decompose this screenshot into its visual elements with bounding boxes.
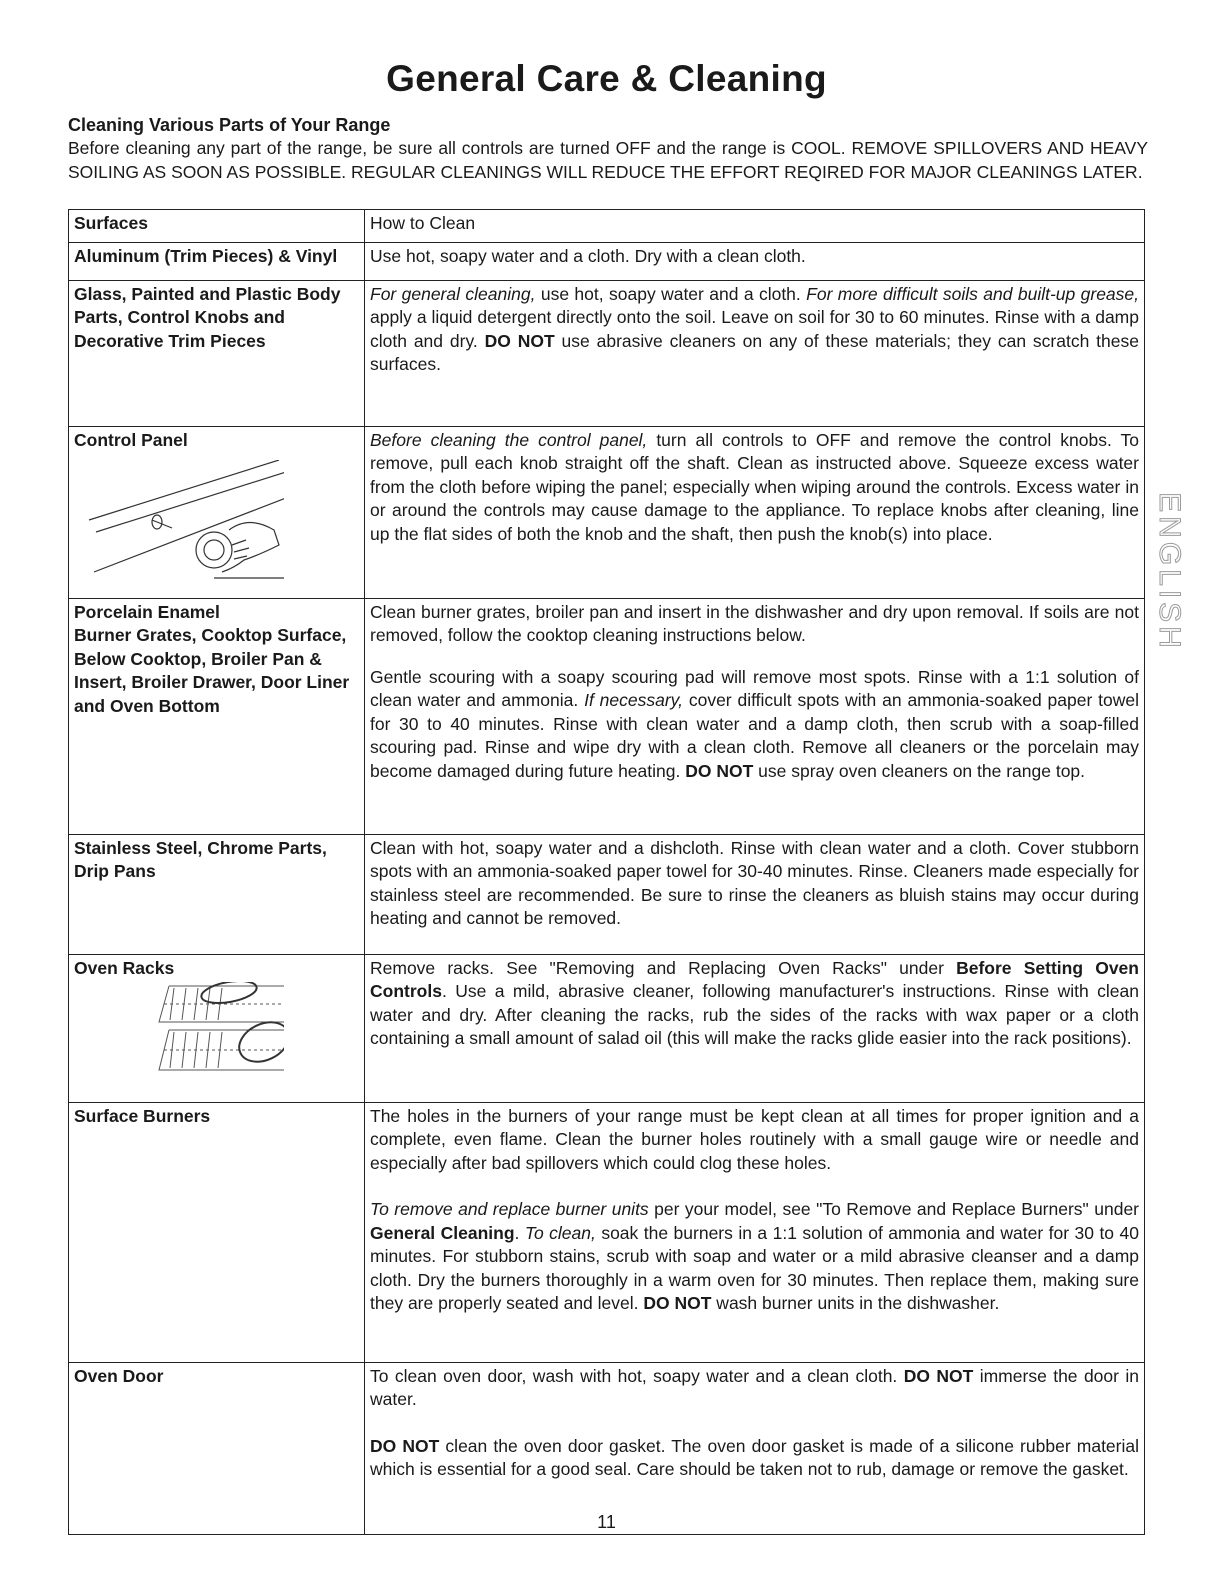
surface-name: Aluminum (Trim Pieces) & Vinyl <box>69 242 365 280</box>
surface-name: Porcelain Enamel <box>74 601 220 622</box>
instruction-text <box>370 1435 1139 1482</box>
instruction-text: Clean burner grates, broiler pan and insert in the dishwasher and dry upon removal. If soils are not removed, follow the cooktop cleaning instructions below. <box>370 601 1139 645</box>
cleaning-instructions <box>365 834 1145 954</box>
warning-text: DO NOT <box>370 1435 440 1456</box>
how-to-clean-header: How to Clean <box>365 210 1145 243</box>
text-run: use spray oven cleaners on the range top. <box>753 760 1086 781</box>
text-run: apply a liquid detergent directly onto the soil. Leave on soil for 30 to 60 minutes. Rinse with a damp cloth and dry. <box>370 307 1139 351</box>
surface-name: Surface Burners <box>69 1102 365 1362</box>
surface-parts: Burner Grates, Cooktop Surface, Below Cooktop, Broiler Pan & Insert, Broiler Drawer, Door Liner and Oven Bottom <box>74 625 350 716</box>
surface-name: Control Panel <box>74 429 188 450</box>
cleaning-instructions <box>365 280 1145 426</box>
instruction-text: The holes in the burners of your range must be kept clean at all times for proper ignition and a complete, even flame. Clean the burner holes routinely with a small gauge wire or needle and especially after bad spillovers which could clog these holes. <box>370 1105 1139 1173</box>
cleaning-instructions <box>365 1362 1145 1534</box>
text-run: Remove racks. See "Removing and Replacing Oven Racks" under <box>370 957 957 978</box>
section-heading: Cleaning Various Parts of Your Range <box>68 115 391 135</box>
table-row-surface-burners <box>69 1102 1145 1362</box>
emphasis-text: Before cleaning the control panel, <box>370 429 648 450</box>
instruction-text: Clean with hot, soapy water and a dishcloth. Rinse with clean water and a cloth. Cover stubborn spots with an ammonia-soaked paper towel for 30-40 minutes. Rinse. Cleaners made especially for stainless steel are recommended. Be sure to rinse the cleaners as bluish stains may occur during heating and cannot be removed. <box>370 837 1139 928</box>
warning-text: DO NOT <box>685 760 754 781</box>
text-run: . <box>514 1222 525 1243</box>
emphasis-text: To clean, <box>524 1222 596 1243</box>
instruction-text <box>370 666 1139 784</box>
surface-name: Stainless Steel, Chrome Parts, Drip Pans <box>69 834 365 954</box>
section-reference: Before Setting Oven Controls <box>370 957 1139 1001</box>
cleaning-instructions <box>365 954 1145 1102</box>
care-table <box>68 209 1145 1535</box>
warning-text: DO NOT <box>484 330 555 351</box>
instruction-text <box>370 1365 1139 1412</box>
surfaces-header: Surfaces <box>69 210 365 243</box>
surface-cell <box>69 598 365 834</box>
emphasis-text: For general cleaning, <box>370 283 536 304</box>
control-knob-illustration <box>74 460 359 592</box>
table-header-row <box>69 210 1145 243</box>
text-run: use hot, soapy water and a cloth. <box>535 283 807 304</box>
cleaning-instructions <box>365 426 1145 598</box>
text-run: cover difficult spots with an ammonia-soaked paper towel for 30 to 40 minutes. Rinse with clean water and a damp cloth, then scrub with a soap-filled scouring pad. Rinse and wipe dry with a clean cloth. Remove all cleaners or the porcelain may become damaged during future heating. <box>370 690 1139 781</box>
section-reference: General Cleaning <box>370 1222 515 1243</box>
table-row-control-panel <box>69 426 1145 598</box>
surface-name: Glass, Painted and Plastic Body Parts, Control Knobs and Decorative Trim Pieces <box>69 280 365 426</box>
instruction-text <box>370 429 1139 547</box>
text-run: To clean oven door, wash with hot, soapy water and a clean cloth. <box>370 1365 904 1386</box>
text-run: . Use a mild, abrasive cleaner, following manufacturer's instructions. Rinse with clean water and dry. After cleaning the racks, rub the sides of the racks with wax paper or a cloth containing a small amount of salad oil (this will make the racks glide easier into the rack positions). <box>370 981 1139 1048</box>
text-run: soak the burners in a 1:1 solution of ammonia and water for 30 to 40 minutes. For stubborn stains, scrub with soap and water or a mild abrasive cleanser and a damp cloth. Dry the burners thoroughly in a warm oven for 30 minutes. Then replace them, making sure they are properly seated and level. <box>370 1222 1139 1313</box>
emphasis-text: To remove and replace burner units <box>370 1199 649 1219</box>
page-number: 11 <box>597 1512 616 1532</box>
instruction-text <box>370 283 1139 377</box>
table-row-aluminum <box>69 242 1145 280</box>
table-row-oven-door <box>69 1362 1145 1534</box>
cleaning-instructions <box>365 242 1145 280</box>
text-run: clean the oven door gasket. The oven door gasket is made of a silicone rubber material which is essential for a good seal. Care should be taken not to rub, damage or remove the gasket. <box>370 1435 1139 1479</box>
text-run: turn all controls to OFF and remove the control knobs. To remove, pull each knob straight off the shaft. Clean as instructed above. Squeeze excess water from the cloth before wiping the panel; especially when wiping around the controls. Excess water in or around the controls may cause damage to the appliance. To replace knobs after cleaning, line up the flat sides of both the knob and the shaft, then push the knob(s) into place. <box>370 429 1140 544</box>
table-row-glass <box>69 280 1145 426</box>
text-run: Gentle scouring with a soapy scouring pad will remove most spots. Rinse with a 1:1 solution of clean water and ammonia. <box>370 666 1139 710</box>
surface-cell <box>69 426 365 598</box>
surface-name: Oven Door <box>69 1362 365 1534</box>
text-run: per your model, see "To Remove and Replace Burners" under <box>648 1199 1139 1219</box>
page-title: General Care & Cleaning <box>386 58 827 99</box>
oven-rack-cleaning-illustration <box>74 982 284 1082</box>
intro-paragraph: Before cleaning any part of the range, be sure all controls are turned OFF and the range is COOL. REMOVE SPILLOVERS AND HEAVY SOILING AS SOON AS POSSIBLE. REGULAR CLEANINGS WILL REDUCE THE EFFORT REQIRED FOR MAJOR CLEANINGS LATER. <box>68 138 1148 182</box>
surface-cell <box>69 954 365 1102</box>
language-side-tab <box>1149 492 1189 652</box>
text-run: use abrasive cleaners on any of these materials; they can scratch these surfaces. <box>370 330 1139 374</box>
text-run: wash burner units in the dishwasher. <box>711 1293 1000 1313</box>
warning-text: DO NOT <box>643 1293 712 1313</box>
cleaning-instructions <box>365 1102 1145 1362</box>
instruction-text: Use hot, soapy water and a cloth. Dry with a clean cloth. <box>370 245 806 266</box>
emphasis-text: For more difficult soils and built-up grease, <box>806 283 1139 304</box>
table-row-stainless <box>69 834 1145 954</box>
control-knob-removal-illustration <box>74 460 284 585</box>
emphasis-text: If necessary, <box>584 690 683 710</box>
instruction-text <box>370 957 1139 1051</box>
text-run: immerse the door in water. <box>370 1365 1139 1409</box>
oven-rack-illustration <box>74 982 359 1089</box>
cleaning-instructions <box>365 598 1145 834</box>
surface-name: Oven Racks <box>74 957 175 978</box>
table-row-oven-racks <box>69 954 1145 1102</box>
warning-text: DO NOT <box>903 1365 974 1386</box>
table-row-porcelain <box>69 598 1145 834</box>
instruction-text <box>370 1198 1139 1316</box>
language-label: ENGLISH <box>1153 492 1186 652</box>
